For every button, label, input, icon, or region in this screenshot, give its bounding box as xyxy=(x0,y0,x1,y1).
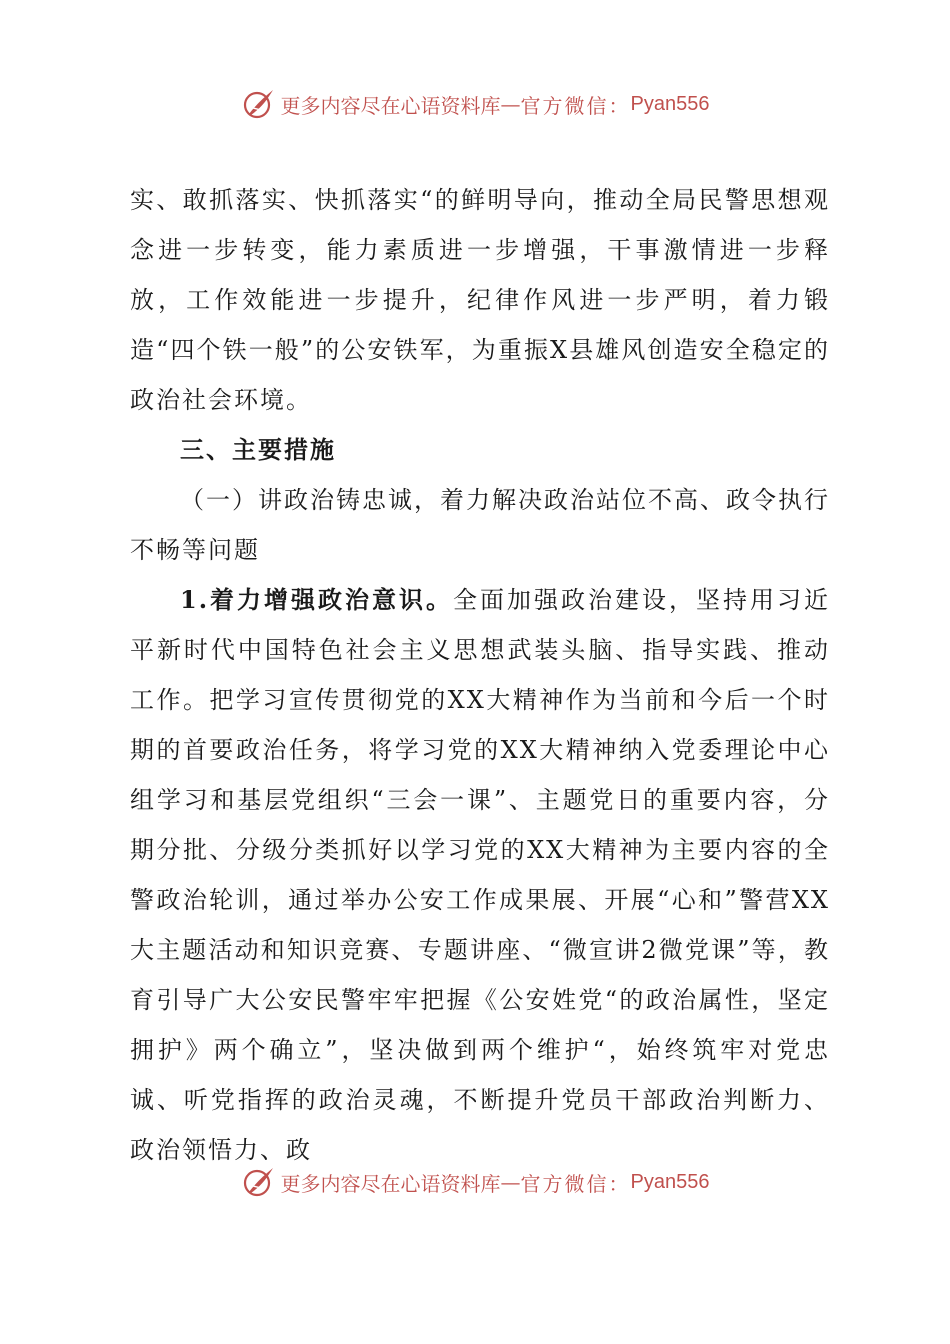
section-heading: 三、主要措施 xyxy=(180,435,336,464)
banner-main-text: 更多内容尽在心语资料库 xyxy=(280,1171,501,1196)
quill-logo-icon xyxy=(241,1164,277,1200)
paragraph: 实、敢抓落实、快抓落实“的鲜明导向，推动全局民警思想观念进一步转变，能力素质进一步增强，干事激情进一步释放，工作效能进一步提升，纪律作风进一步严明，着力锻造“四个铁一般”的公安铁军，为重振X县雄风创造安全稳定的政治社会环境。 xyxy=(130,186,830,414)
banner-separator: — xyxy=(500,92,521,116)
banner-separator: — xyxy=(500,1170,521,1194)
footer-banner xyxy=(0,1162,950,1202)
header-banner xyxy=(0,84,950,124)
banner-label: 官方微信： xyxy=(520,1171,631,1196)
quill-logo-icon xyxy=(241,86,277,122)
subsection-heading: （一）讲政治铸忠诚，着力解决政治站位不高、政令执行不畅等问题 xyxy=(130,486,830,564)
document-body xyxy=(130,175,830,1175)
item-title: 1.着力增强政治意识。 xyxy=(180,585,454,614)
paragraph xyxy=(130,575,830,1175)
item-text: 全面加强政治建设，坚持用习近平新时代中国特色社会主义思想武装头脑、指导实践、推动工作。把学习宣传贯彻党的XX大精神作为当前和今后一个时期的首要政治任务，将学习党的XX大精神纳入党委理论中心组学习和基层党组织“三会一课”、主题党日的重要内容，分期分批、分级分类抓好以学习党的XX大精神为主要内容的全警政治轮训，通过举办公安工作成果展、开展“心和”警营XX大主题活动和知识竞赛、专题讲座、“微宣讲2微党课”等，教育引导广大公安民警牢牢把握《公安姓党“的政治属性，坚定拥护》两个确立”，坚决做到两个维护“，始终筑牢对党忠诚、听党指挥的政治灵魂，不断提升党员干部政治判断力、政治领悟力、政 xyxy=(130,586,830,1164)
banner-wechat-id: Pyan556 xyxy=(630,1170,710,1193)
banner-wechat-id: Pyan556 xyxy=(630,92,710,115)
banner-label: 官方微信： xyxy=(520,93,631,118)
banner-main-text: 更多内容尽在心语资料库 xyxy=(280,93,501,118)
